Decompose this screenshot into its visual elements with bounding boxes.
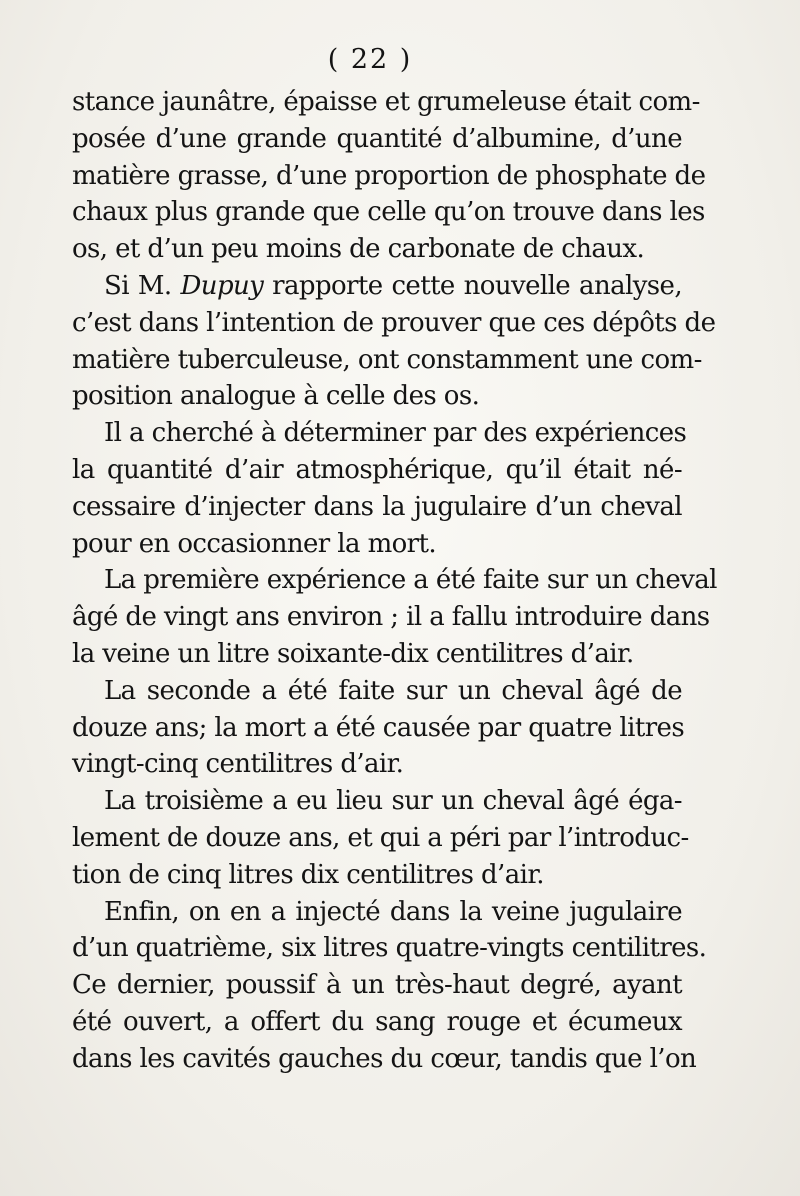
text-line: douze ans; la mort a été causée par quatre litres xyxy=(72,712,685,743)
page-number: ( 22 ) xyxy=(327,44,413,75)
text-line: d’un quatrième, six litres quatre-vingts centilitres. xyxy=(72,933,707,964)
text-line: La seconde a été faite sur un cheval âgé de xyxy=(104,675,682,706)
text-line: La troisième a eu lieu sur un cheval âgé éga- xyxy=(104,786,682,817)
text-line: os, et d’un peu moins de carbonate de chaux. xyxy=(72,234,645,265)
text-line: posée d’une grande quantité d’albumine, d’une xyxy=(72,123,682,154)
text-line: la veine un litre soixante-dix centilitres d’air. xyxy=(72,638,634,669)
text-line: la quantité d’air atmosphérique, qu’il était né- xyxy=(72,454,682,485)
paragraph-analysis-continued xyxy=(72,84,706,268)
page-text xyxy=(72,84,717,1078)
text-line: position analogue à celle des os. xyxy=(72,381,480,412)
text-line: tion de cinq litres dix centilitres d’air. xyxy=(72,859,544,890)
paragraph-fourth-experiment xyxy=(72,894,707,1078)
text-line: Enfin, on en a injecté dans la veine jugulaire xyxy=(104,896,682,927)
text-line: vingt-cinq centilitres d’air. xyxy=(72,749,404,780)
text-line: dans les cavités gauches du cœur, tandis que l’on xyxy=(72,1043,697,1074)
paragraph-second-experiment xyxy=(72,673,685,783)
text-line: matière tuberculeuse, ont constamment une com- xyxy=(72,344,702,375)
paragraph-dupuy-analysis xyxy=(72,268,716,415)
text-line: chaux plus grande que celle qu’on trouve dans les xyxy=(72,197,705,228)
text-line: matière grasse, d’une proportion de phosphate de xyxy=(72,160,706,191)
author-name: Dupuy xyxy=(180,270,264,301)
text-line: lement de douze ans, et qui a péri par l’introduc- xyxy=(72,822,689,853)
text-line: Ce dernier, poussif à un très-haut degré, ayant xyxy=(72,970,682,1001)
text-line: cessaire d’injecter dans la jugulaire d’un cheval xyxy=(72,491,682,522)
text-line: La première expérience a été faite sur un cheval xyxy=(104,565,717,596)
text-line: stance jaunâtre, épaisse et grumeleuse était com- xyxy=(72,87,700,117)
text-line: été ouvert, a offert du sang rouge et écumeux xyxy=(72,1006,682,1037)
paragraph-air-quantity xyxy=(72,415,687,562)
paragraph-first-experiment xyxy=(72,562,717,672)
text-line: Il a cherché à déterminer par des expériences xyxy=(104,418,687,449)
text-line: pour en occasionner la mort. xyxy=(72,528,437,559)
text-line: c’est dans l’intention de prouver que ces dépôts de xyxy=(72,307,716,338)
text-line: Si M. Dupuy rapporte cette nouvelle analyse, xyxy=(104,270,683,301)
text-line: âgé de vingt ans environ ; il a fallu introduire dans xyxy=(72,602,710,633)
paragraph-third-experiment xyxy=(72,783,689,893)
